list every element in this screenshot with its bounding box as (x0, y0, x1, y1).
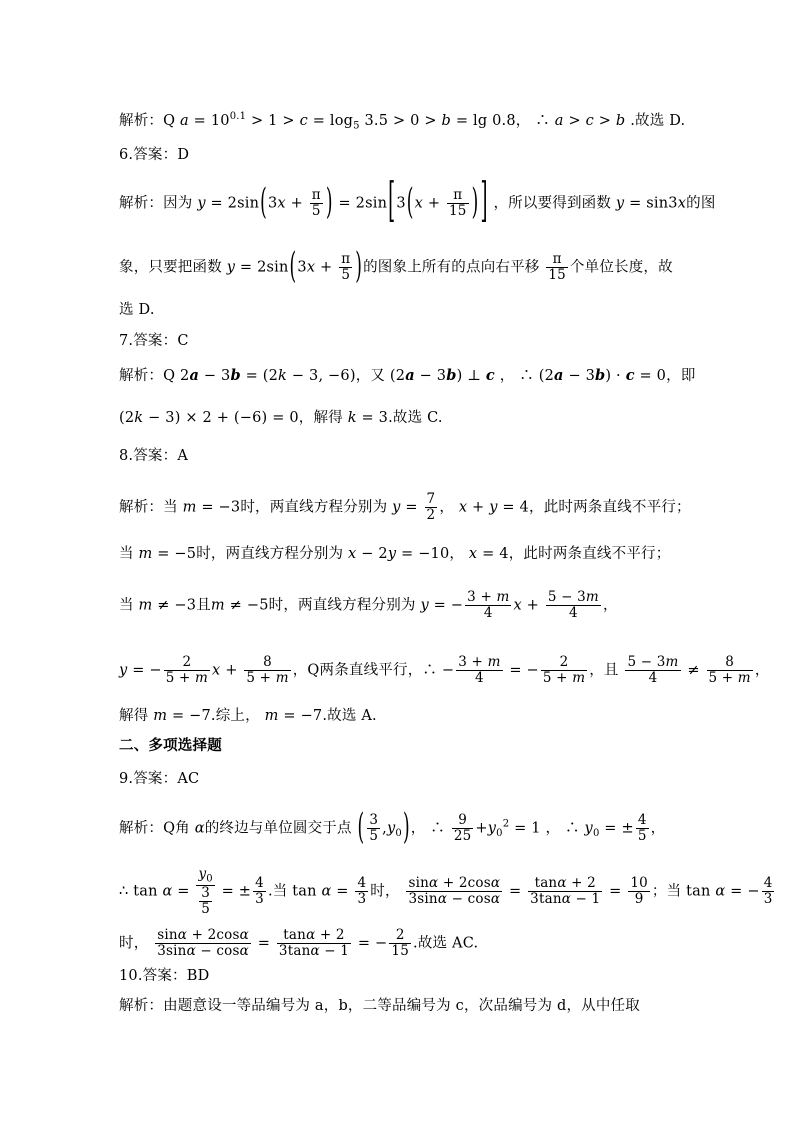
text: ，Q两条直线平行， (292, 662, 423, 679)
line-answer-9-analysis: 解析：Q角 α的终边与单位圆交于点 ( $\frac{3}{5}$ $,y_0$)， ∴ $\frac{9}{25}$ $+y_0^2 = 1$ ， ∴ $y_0$ = ± $\frac{4}{5}$ ， (119, 807, 666, 850)
fraction: $\frac{3 + m}{4}$ (467, 589, 510, 621)
text: 象，只要把函数 (119, 259, 222, 276)
line-answer-9-tan: ∴ tan α = $\frac{y_0}{\frac{3}{5}}$ = ± $\frac{4}{3}$ .当 tan α = $\frac{4}{3}$ 时， $\frac{\sin\alpha + 2\cos\alpha}{3\sin\alpha - \cos\alpha}$ = $\frac{\tan\alpha + 2}{3\tan\alpha - 1}$ = $\frac{10}{9}$ ；当 tan α = − $\frac{4}{3}$ (119, 866, 773, 917)
fraction: $\frac{\pi}{5}$ (311, 187, 321, 219)
fraction: $\frac{\pi}{5}$ (341, 251, 351, 283)
text: .综上， (210, 708, 260, 724)
answer-7-label: 7.答案：C (119, 333, 189, 349)
fraction: $\frac{10}{9}$ (630, 875, 648, 908)
text: ，又 (355, 368, 386, 384)
fraction: $\frac{\pi}{15}$ (449, 187, 467, 219)
text: 的图 (686, 195, 716, 212)
text: .当 (267, 883, 288, 900)
fraction: $\frac{\tan\alpha + 2}{3\tan\alpha - 1}$ (278, 927, 350, 959)
fraction: $\frac{4}{3}$ (763, 875, 773, 908)
fraction: $\frac{7}{2}$ (426, 491, 436, 523)
answer-8-label: 8.答案：A (119, 448, 189, 464)
text: 当 (119, 597, 134, 614)
text: 故选 D. (635, 112, 686, 129)
fraction: $\frac{5 - 3m}{4}$ (547, 589, 599, 621)
text: 解得 (119, 708, 149, 724)
fraction: $\frac{2}{15}$ (391, 927, 410, 959)
text: ，且 (589, 662, 619, 679)
fraction: $\frac{8}{5 + m}$ (246, 654, 289, 686)
text: .故选 AC. (413, 935, 479, 952)
text: 且 (196, 597, 211, 614)
fraction: $\frac{y_0}{\frac{3}{5}}$ (198, 866, 213, 917)
text: .故选 C. (388, 410, 443, 426)
text: 时，两直线方程分别为 (268, 597, 416, 614)
fraction: $\frac{4}{3}$ (357, 875, 367, 908)
line-answer-8-result: 解得 m = −7.综上， m = −7.故选 A. (119, 708, 377, 724)
line-answer-6-analysis: 解析：因为 y = 2sin(3x + $\frac{\pi}{5}$ ) = 2sin[3(x + $\frac{\pi}{15}$ ) ] ，所以要得到函数 y = sin3x的图 (119, 174, 716, 230)
section-heading-multiple-choice: 二、多项选择题 (119, 738, 222, 754)
text: .故选 A. (322, 708, 377, 724)
text: 时， (119, 935, 149, 952)
fraction: $\frac{\sin\alpha + 2\cos\alpha}{3\sin\alpha - \cos\alpha}$ (408, 875, 501, 908)
text: 的终边与单位圆交于点 (204, 820, 352, 837)
fraction: $\frac{4}{3}$ (255, 875, 264, 908)
text: ，即 (666, 368, 696, 384)
fraction: $\frac{3 + m}{4}$ (458, 654, 501, 686)
answer-10-label: 10.答案：BD (119, 968, 210, 984)
text: 解析：Q角 (119, 820, 190, 837)
answer-9-label: 9.答案：AC (119, 771, 200, 787)
fraction: $\frac{8}{5 + m}$ (708, 654, 751, 686)
fraction: $\frac{4}{5}$ (637, 812, 647, 844)
line-answer-9-result: 时， $\frac{\sin\alpha + 2\cos\alpha}{3\sin\alpha - \cos\alpha}$ = $\frac{\tan\alpha + 2}{3\tan\alpha - 1}$ = − $\frac{2}{15}$ .故选 AC. (119, 927, 479, 959)
text: 解析：Q (119, 112, 176, 129)
text: 时，两直线方程分别为 (196, 546, 344, 562)
text: 时，两直线方程分别为 (240, 499, 388, 516)
line-answer-7-analysis: 解析：Q 2a − 3b = (2k − 3, −6)，又 (2a − 3b) ⊥ c ， ∴ (2a − 3b) · c = 0，即 (119, 367, 696, 384)
text: ，此时两条直线不平行； (529, 499, 691, 516)
text: 当 (119, 546, 134, 562)
fraction: $\frac{2}{5 + m}$ (542, 654, 586, 686)
text: 时， (370, 883, 400, 900)
fraction: $\frac{\pi}{15}$ (548, 251, 566, 283)
text: 解析：当 (119, 499, 178, 516)
fraction: $\frac{3}{5}$ (369, 812, 379, 844)
fraction: $\frac{\sin\alpha + 2\cos\alpha}{3\sin\alpha - \cos\alpha}$ (157, 927, 249, 959)
text: 个单位长度，故 (569, 259, 673, 276)
fraction: $\frac{2}{5 + m}$ (165, 654, 209, 686)
text: ，此时两条直线不平行； (508, 546, 671, 562)
line-answer-8-case2: 当 m = −5时，两直线方程分别为 x − 2y = −10， x = 4，此时两条直线不平行； (119, 546, 671, 562)
line-answer-8-case3: 当 m ≠ −3且m ≠ −5时，两直线方程分别为 y = − $\frac{3 + m}{4}$ x + $\frac{5 - 3m}{4}$ ， (119, 589, 618, 621)
line-answer-8-parallel: y = − $\frac{2}{5 + m}$ x + $\frac{8}{5 + m}$ ，Q两条直线平行，∴ − $\frac{3 + m}{4}$ = − $\frac{2}{5 + m}$ ，且 $\frac{5 - 3m}{4}$ ≠ $\frac{8}{5 + m}$ ， (119, 654, 770, 686)
fraction: $\frac{5 - 3m}{4}$ (627, 654, 679, 686)
text: 解析：因为 (119, 195, 193, 212)
line-answer-6-cont: 象，只要把函数 y = 2sin(3x + $\frac{\pi}{5}$ )的图象上所有的点向右平移 $\frac{\pi}{15}$ 个单位长度，故 (119, 246, 673, 289)
text: 的图象上所有的点向右平移 (363, 259, 540, 276)
line-answer-6-end: 选 D. (119, 302, 155, 318)
text: ，所以要得到函数 (493, 195, 612, 212)
text: ，解得 (298, 410, 343, 426)
fraction: $\frac{\tan\alpha + 2}{3\tan\alpha - 1}$ (530, 875, 601, 908)
fraction: $\frac{9}{25}$ (453, 812, 472, 844)
answer-6-label: 6.答案：D (119, 147, 190, 163)
text: 解析：Q (119, 368, 176, 384)
line-answer-10-analysis: 解析：由题意设一等品编号为 a，b，二等品编号为 c，次品编号为 d，从中任取 (119, 998, 640, 1014)
line-answer-7-cont: (2k − 3) × 2 + (−6) = 0，解得 k = 3.故选 C. (119, 410, 443, 426)
text: ；当 (651, 883, 682, 900)
line-answer-8-analysis: 解析：当 m = −3时，两直线方程分别为 y = $\frac{7}{2}$ ， x + y = 4，此时两条直线不平行； (119, 491, 691, 523)
line-answer-5-analysis: 解析：Q $a = 10^{0.1} > 1 > c = \log_5 3.5 > 0 > b = \lg 0.8$， ∴ a > c > b .故选 D. (119, 111, 686, 132)
